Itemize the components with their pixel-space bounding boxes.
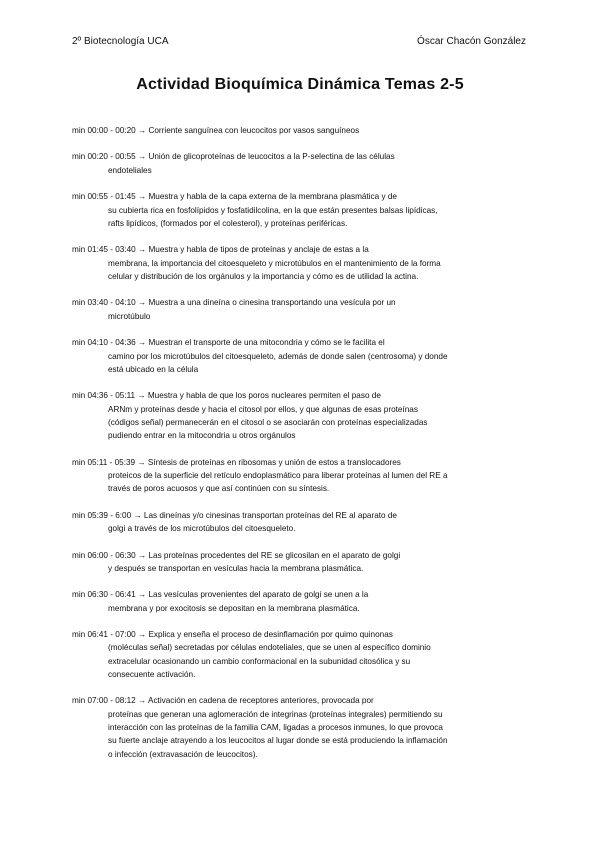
- timeline-entry: [72, 628, 532, 681]
- timeline-entry: [72, 456, 532, 496]
- entry-continuation-line: y después se transportan en vesículas hacia la membrana plasmática.: [108, 563, 364, 573]
- entry-continuation-line: interacción con las proteínas de la familia CAM, ligadas a procesos inmunes, lo que provoca: [108, 723, 443, 733]
- entry-continuation-line: membrana y por exocitosis se depositan en la membrana plasmática.: [108, 603, 360, 613]
- entry-continuation-line: extracelular ocasionando un cambio conformacional en la subunidad citosólica y su: [108, 656, 411, 666]
- timeline-entry: [72, 389, 532, 442]
- entry-timestamp-line: min 06:30 - 06:41 → Las vesículas provenientes del aparato de golgi se unen a la: [72, 590, 369, 600]
- entry-timestamp-line: min 06:00 - 06:30 → Las proteínas procedentes del RE se glicosilan en el aparato de golgi: [72, 550, 401, 560]
- entry-timestamp-line: min 06:41 - 07:00 → Explica y enseña el proceso de desinflamación por quimo quinonas: [72, 630, 393, 640]
- entry-continuation-line: su cubierta rica en fosfolípidos y fosfatidilcolina, en la que están presentes balsas lipídicas,: [108, 205, 438, 215]
- entry-continuation-line: camino por los microtúbulos del citoesqueleto, además de donde salen (centrosoma) y donde: [108, 351, 448, 361]
- timeline-entry: [72, 190, 532, 230]
- timeline-entry: [72, 588, 532, 615]
- timeline-entry: [72, 549, 532, 576]
- timeline-entry: [72, 336, 532, 376]
- header-course: 2º Biotecnología UCA: [72, 36, 169, 47]
- entry-continuation-line: está ubicado en la célula: [108, 364, 199, 374]
- timeline-entry: [72, 243, 532, 283]
- page-header: [72, 36, 526, 50]
- entry-continuation-line: través de poros acuosos y que así continúen con su síntesis.: [108, 484, 330, 494]
- entry-continuation-line: proteínas que generan una aglomeración de integrinas (proteínas integrales) permitiendo su: [108, 709, 443, 719]
- timeline-entry: [72, 694, 532, 760]
- entry-continuation-line: ARNm y proteínas desde y hacia el citosol por ellos, y que algunas de esas proteínas: [108, 404, 418, 414]
- entry-timestamp-line: min 05:39 - 6:00 → Las dineínas y/o cinesinas transportan proteínas del RE al aparato de: [72, 510, 397, 520]
- entry-timestamp-line: min 00:20 - 00:55 → Unión de glicoproteínas de leucocitos a la P-selectina de las células: [72, 152, 395, 162]
- timeline-entry: [72, 296, 532, 323]
- entry-continuation-line: golgi a través de los microtúbulos del citoesqueleto.: [108, 524, 296, 534]
- entry-continuation-line: celular y distribución de los orgánulos y la importancia y cómo es de utilidad la actina.: [108, 271, 419, 281]
- header-author: Óscar Chacón González: [417, 36, 526, 47]
- entry-continuation-line: (moléculas señal) secretadas por células endoteliales, que se unen al específico dominio: [108, 643, 431, 653]
- entry-timestamp-line: min 07:00 - 08:12 → Activación en cadena de receptores anteriores, provocada por: [72, 696, 374, 706]
- timeline-entry: [72, 124, 532, 137]
- entry-continuation-line: rafts lipídicos, (formados por el colesterol), y proteínas periféricas.: [108, 218, 348, 228]
- timeline-entries: [72, 124, 532, 774]
- entry-continuation-line: pudiendo entrar en la mitocondria u otros orgánulos: [108, 431, 296, 441]
- entry-continuation-line: (códigos señal) permanecerán en el citosol o se asociarán con proteínas especializadas: [108, 417, 428, 427]
- entry-timestamp-line: min 01:45 - 03:40 → Muestra y habla de tipos de proteínas y anclaje de estas a la: [72, 245, 369, 255]
- entry-continuation-line: o infección (extravasación de leucocitos).: [108, 749, 258, 759]
- entry-continuation-line: membrana, la importancia del citoesqueleto y microtúbulos en el mantenimiento de la forma: [108, 258, 441, 268]
- entry-timestamp-line: min 00:00 - 00:20 → Corriente sanguínea con leucocitos por vasos sanguíneos: [72, 126, 360, 135]
- timeline-entry: [72, 150, 532, 177]
- document-title: Actividad Bioquímica Dinámica Temas 2-5: [136, 76, 464, 93]
- entry-timestamp-line: min 04:10 - 04:36 → Muestran el transporte de una mitocondria y cómo se le facilita el: [72, 338, 385, 348]
- timeline-entry: [72, 509, 532, 536]
- entry-continuation-line: consecuente activación.: [108, 669, 196, 679]
- entry-continuation-line: su fuerte anclaje atrayendo a los leucocitos al lugar donde se está produciendo la inflamación: [108, 736, 448, 746]
- entry-timestamp-line: min 03:40 - 04:10 → Muestra a una dineína o cinesina transportando una vesícula por un: [72, 298, 396, 308]
- entry-continuation-line: proteicos de la superficie del retículo endoplasmático para liberar proteínas al lumen del RE a: [108, 470, 448, 480]
- entry-continuation-line: endoteliales: [108, 165, 152, 175]
- entry-timestamp-line: min 05:11 - 05:39 → Síntesis de proteínas en ribosomas y unión de estos a translocadores: [72, 457, 401, 467]
- entry-timestamp-line: min 04:36 - 05:11 → Muestra y habla de que los poros nucleares permiten el paso de: [72, 391, 381, 401]
- entry-continuation-line: microtúbulo: [108, 311, 151, 321]
- entry-timestamp-line: min 00:55 - 01:45 → Muestra y habla de la capa externa de la membrana plasmática y de: [72, 192, 397, 202]
